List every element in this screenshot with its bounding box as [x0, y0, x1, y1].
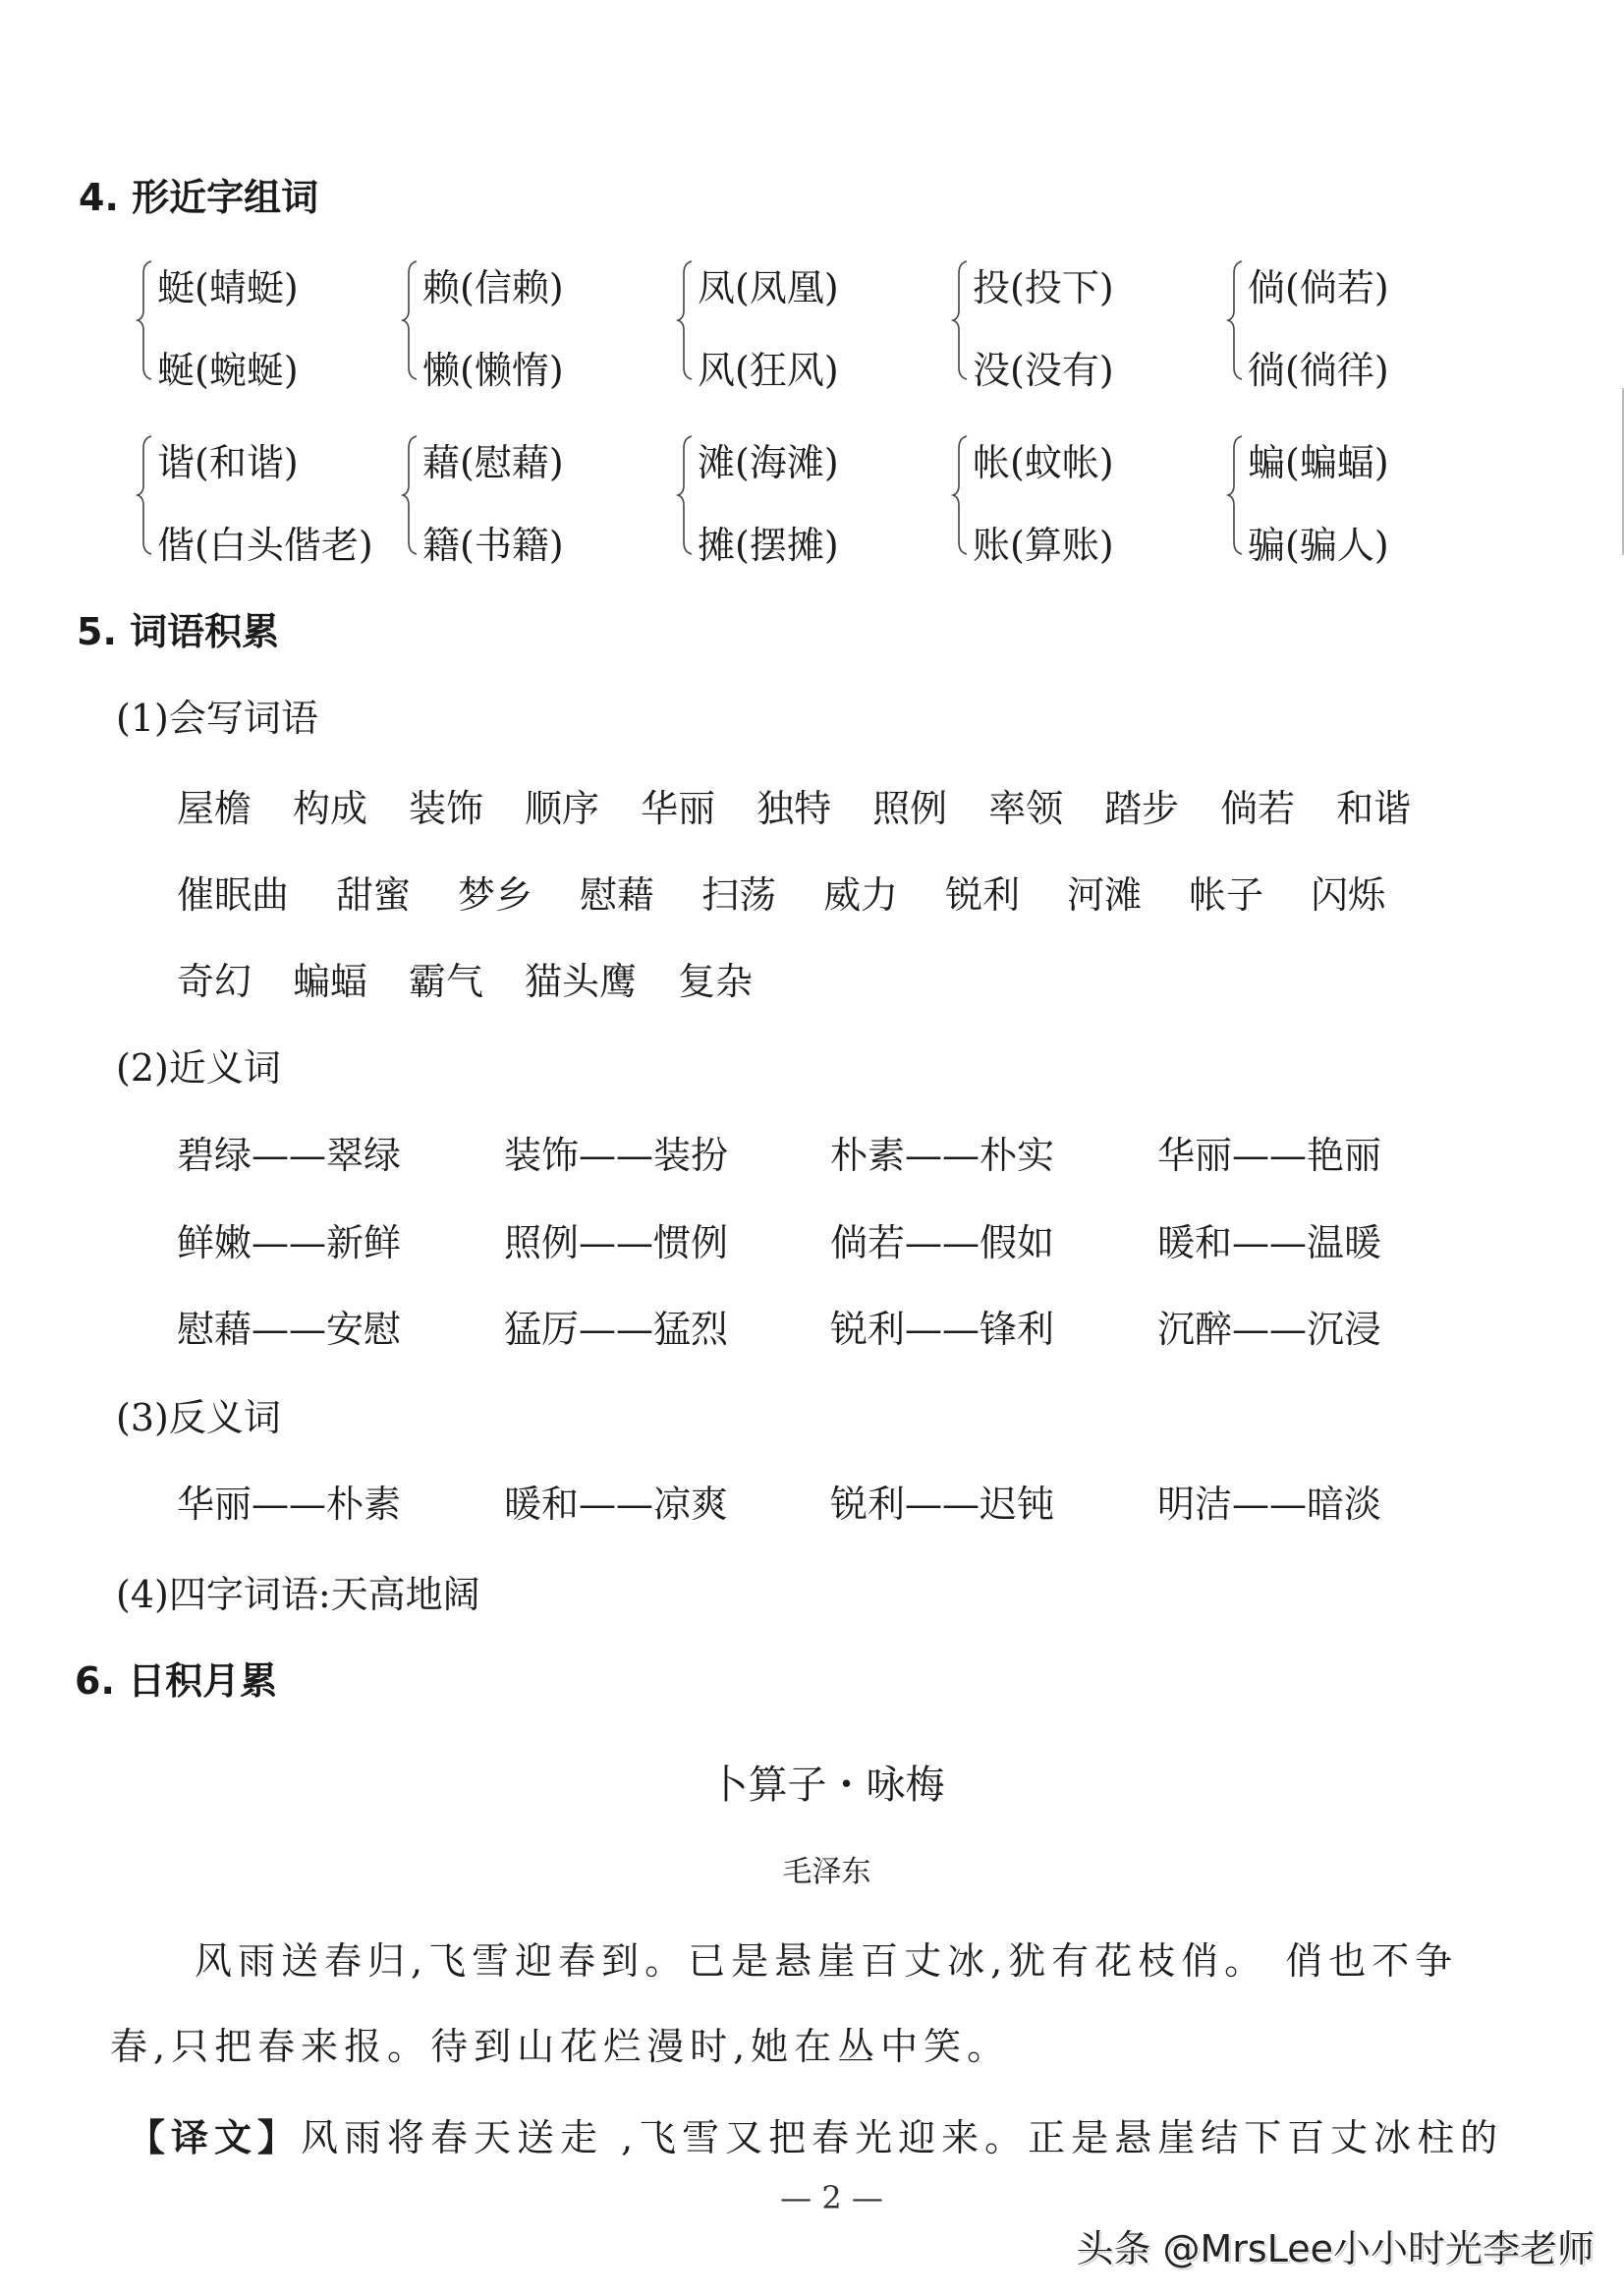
word: 装饰	[409, 787, 484, 830]
write-words-row-2	[177, 865, 1427, 919]
char-group-word-1: 投(投下)	[973, 266, 1114, 309]
antonym-pair: 明洁——暗淡	[1157, 1483, 1382, 1526]
char-group-word-2: 没(没有)	[973, 349, 1114, 392]
char-group-word-1: 蝙(蝙蝠)	[1248, 441, 1389, 484]
synonym-pair: 慰藉——安慰	[177, 1308, 402, 1351]
word: 蝙蝠	[293, 960, 368, 1003]
synonym-pair: 碧绿——翠绿	[177, 1134, 402, 1177]
char-group	[401, 432, 656, 567]
char-group-word-2: 偕(白头偕老)	[157, 524, 373, 567]
watermark: 头条 @MrsLee小小时光李老师	[1076, 2227, 1595, 2270]
four-char-words: (4)四字词语:天高地阔	[116, 1573, 480, 1616]
word: 踏步	[1104, 787, 1180, 830]
synonym-pair: 朴素——朴实	[830, 1134, 1055, 1177]
page-number: — 2 —	[780, 2179, 883, 2216]
curly-brace-icon	[401, 259, 419, 381]
char-group-word-1: 凤(凤凰)	[698, 266, 839, 309]
poem-line-1: 风雨送春归,飞雪迎春到。已是悬崖百丈冰,犹有花枝俏。 俏也不争	[195, 1939, 1459, 1983]
synonym-pair: 鲜嫩——新鲜	[177, 1221, 402, 1264]
char-group	[676, 257, 931, 392]
word: 锐利	[945, 873, 1021, 917]
synonym-pair: 照例——惯例	[504, 1221, 729, 1264]
char-group-word-1: 倘(倘若)	[1248, 266, 1389, 309]
word: 帐子	[1189, 873, 1264, 917]
char-group-word-1: 谐(和谐)	[157, 441, 299, 484]
word: 华丽	[641, 787, 716, 830]
word: 猫头鹰	[525, 960, 638, 1003]
char-group	[1226, 257, 1482, 392]
synonym-pair: 装饰——装扮	[504, 1134, 729, 1177]
char-group-word-2: 籍(书籍)	[422, 524, 564, 567]
char-group	[676, 432, 931, 567]
translation	[128, 2107, 1503, 2161]
curly-brace-icon	[951, 434, 969, 556]
curly-brace-icon	[1226, 259, 1244, 381]
word: 甜蜜	[336, 873, 412, 917]
section-6-heading: 6. 日积月累	[75, 1659, 278, 1703]
char-group-word-1: 藉(慰藉)	[422, 441, 564, 484]
antonym-pair: 锐利——迟钝	[830, 1483, 1055, 1526]
char-group-word-2: 徜(徜徉)	[1248, 349, 1389, 392]
word: 催眠曲	[177, 873, 290, 917]
synonym-pair: 猛厉——猛烈	[504, 1308, 729, 1351]
word: 顺序	[525, 787, 600, 830]
curly-brace-icon	[401, 434, 419, 556]
poem-title: 卜算子・咏梅	[708, 1763, 945, 1808]
word: 扫荡	[701, 873, 777, 917]
word: 奇幻	[177, 960, 252, 1003]
char-group-word-2: 风(狂风)	[698, 349, 839, 392]
curly-brace-icon	[676, 259, 694, 381]
word: 威力	[823, 873, 899, 917]
poem-line-2: 春,只把春来报。待到山花烂漫时,她在丛中笑。	[110, 2025, 1011, 2068]
char-group-word-1: 帐(蚊帐)	[973, 441, 1114, 484]
write-words-row-3	[177, 951, 794, 1005]
synonym-pair: 暖和——温暖	[1157, 1221, 1382, 1264]
word: 构成	[293, 787, 368, 830]
word: 照例	[872, 787, 948, 830]
word: 霸气	[409, 960, 484, 1003]
word: 梦乡	[458, 873, 533, 917]
curly-brace-icon	[136, 434, 153, 556]
word: 和谐	[1336, 787, 1412, 830]
char-group	[1226, 432, 1482, 567]
char-group-word-2: 摊(摆摊)	[698, 524, 839, 567]
synonym-pair: 沉醉——沉浸	[1157, 1308, 1382, 1351]
synonym-pair: 倘若——假如	[830, 1221, 1055, 1264]
write-words-row-1	[177, 778, 1452, 832]
word: 屋檐	[177, 787, 252, 830]
curly-brace-icon	[676, 434, 694, 556]
char-group-word-2: 账(算账)	[973, 524, 1114, 567]
synonyms-label: (2)近义词	[116, 1046, 281, 1090]
char-group-word-2: 蜒(蜿蜒)	[157, 349, 299, 392]
char-group	[951, 257, 1206, 392]
poem-author: 毛泽东	[782, 1855, 871, 1889]
char-group	[951, 432, 1206, 567]
curly-brace-icon	[136, 259, 153, 381]
char-group	[136, 257, 391, 392]
synonym-pair: 华丽——艳丽	[1157, 1134, 1382, 1177]
write-words-label: (1)会写词语	[116, 697, 318, 740]
word: 闪烁	[1311, 873, 1386, 917]
curly-brace-icon	[951, 259, 969, 381]
antonyms-label: (3)反义词	[116, 1396, 281, 1439]
char-group	[401, 257, 656, 392]
curly-brace-icon	[1226, 434, 1244, 556]
char-group-word-2: 骗(骗人)	[1248, 524, 1389, 567]
char-group	[136, 432, 391, 567]
char-group-word-2: 懒(懒惰)	[422, 349, 564, 392]
word: 河滩	[1067, 873, 1143, 917]
section-4-heading: 4. 形近字组词	[79, 176, 319, 219]
char-group-word-1: 滩(海滩)	[698, 441, 839, 484]
word: 倘若	[1220, 787, 1296, 830]
char-group-word-1: 赖(信赖)	[422, 266, 564, 309]
word: 率领	[988, 787, 1064, 830]
antonym-pair: 暖和——凉爽	[504, 1483, 729, 1526]
section-5-heading: 5. 词语积累	[77, 610, 280, 653]
antonym-pair: 华丽——朴素	[177, 1483, 402, 1526]
word: 复杂	[678, 960, 754, 1003]
translation-label: 【译文】	[128, 2116, 302, 2159]
word: 独特	[756, 787, 832, 830]
char-group-word-1: 蜓(蜻蜓)	[157, 266, 299, 309]
word: 慰藉	[580, 873, 655, 917]
translation-text: 风雨将春天送走 ,飞雪又把春光迎来。正是悬崖结下百丈冰柱的	[301, 2116, 1504, 2159]
synonym-pair: 锐利——锋利	[830, 1308, 1055, 1351]
